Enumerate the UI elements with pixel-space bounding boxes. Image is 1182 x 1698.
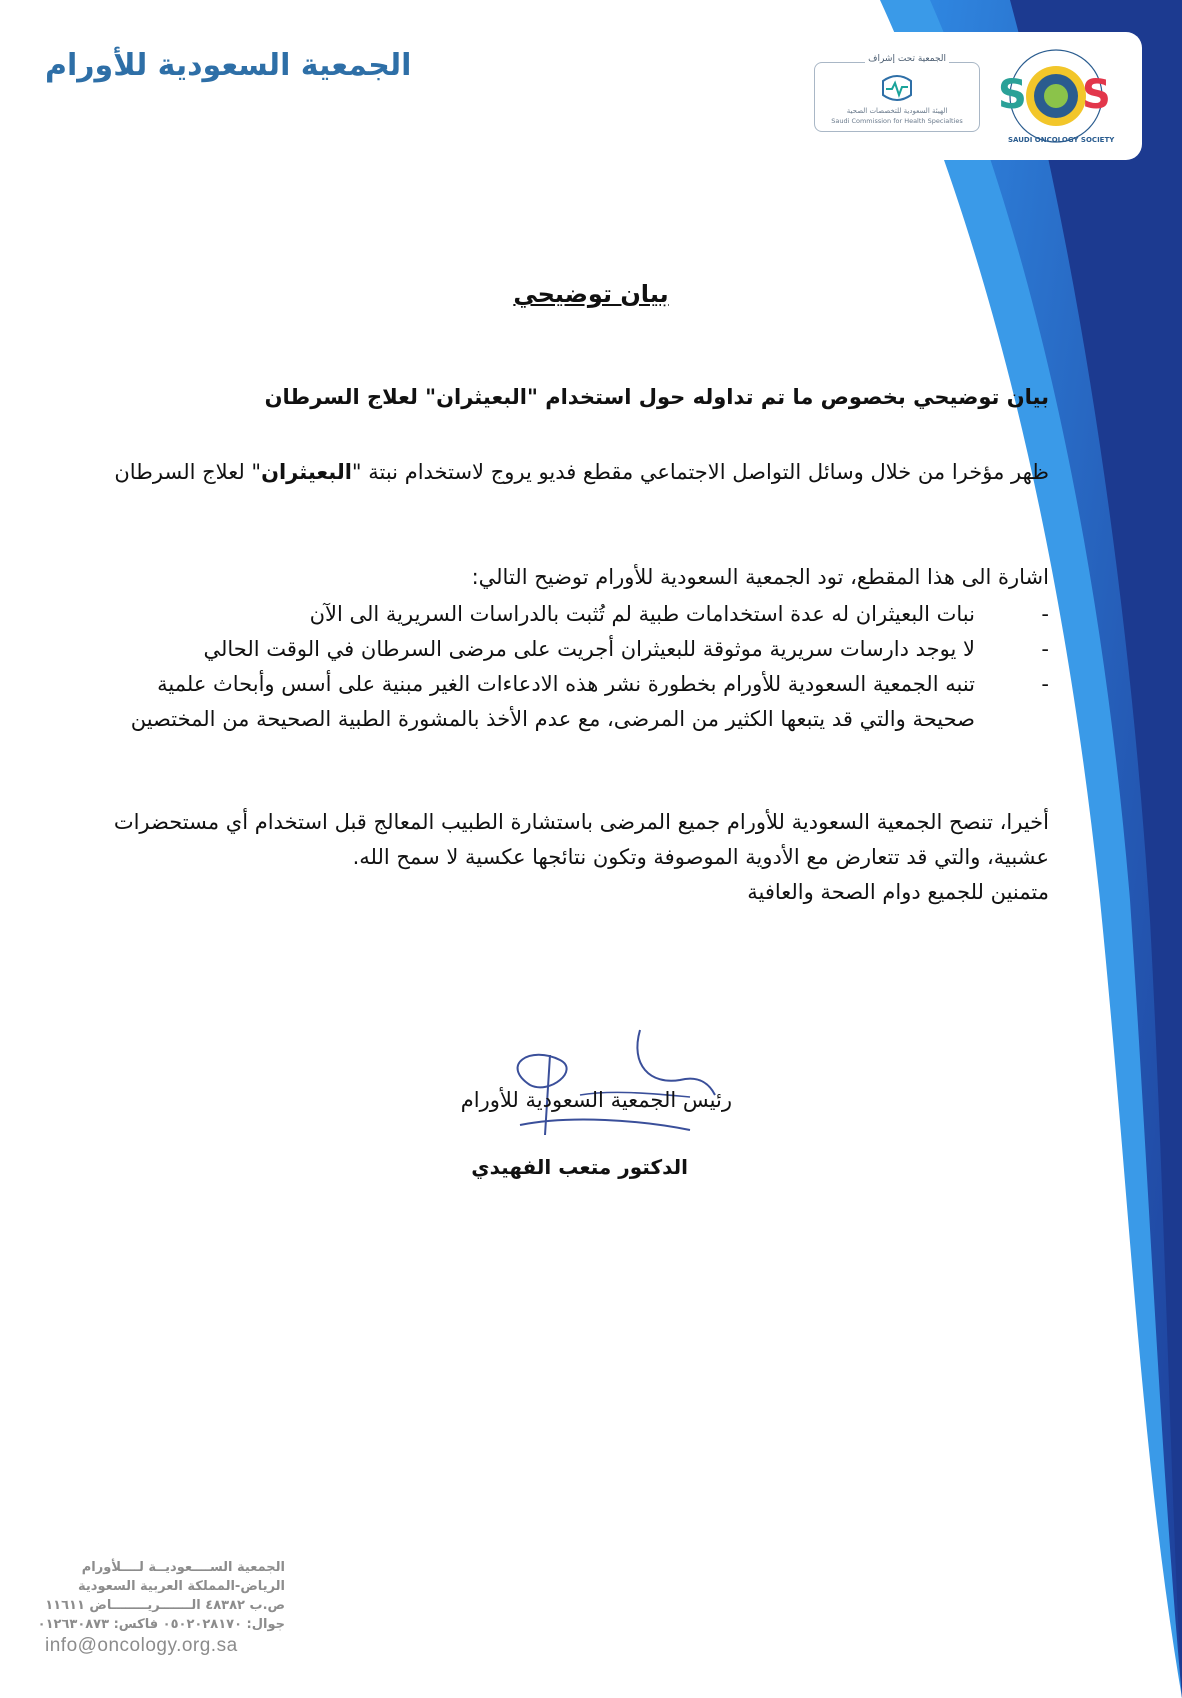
lead-in-text: اشارة الى هذا المقطع، تود الجمعية السعودية للأورام توضيح التالي: (471, 565, 1049, 589)
closing-paragraph: أخيرا، تنصح الجمعية السعودية للأورام جميع المرضى باستشارة الطبيب المعالج قبل استخدام أي مستحضرات عشبية، والتي قد تتعارض مع الأدوية الموصوفة وتكون نتائجها عكسية لا سمح الله. (113, 810, 1049, 869)
bullet-marker: - (1041, 602, 1049, 626)
svg-text:S: S (1082, 72, 1111, 118)
signatory-position: رئيس الجمعية السعودية للأورام (460, 1088, 732, 1112)
logo-card (800, 32, 1142, 160)
intro-text-after: " لعلاج السرطان (114, 460, 262, 484)
intro-plant-name: البعيثران (261, 460, 352, 484)
signatory-name: الدكتور متعب الفهيدي (471, 1155, 688, 1179)
sos-logo-caption: SAUDI ONCOLOGY SOCIETY (1008, 136, 1115, 144)
list-item (99, 632, 1049, 667)
footer-org-name: الجمعية الســــعوديــة لــــلأورام (81, 1560, 285, 1575)
footer-email: info@oncology.org.sa (45, 1635, 238, 1656)
list-item-text: تنبه الجمعية السعودية للأورام بخطورة نشر هذه الادعاءات الغير مبنية على أسس وأبحاث علمية صحيحة والتي قد يتبعها الكثير من المرضى، مع عدم الأخذ بالمشورة الطبية الصحيحة من المختصين (130, 672, 975, 731)
footer-contact (37, 1558, 285, 1656)
document-title: بيان توضيحي (513, 280, 669, 308)
commission-name-en: Saudi Commission for Health Specialties (831, 117, 963, 125)
list-item (99, 597, 1049, 632)
org-name-header: الجمعية السعودية للأورام (45, 48, 412, 83)
footer-po-box: ص.ب ٤٨٣٨٢ الـــــــريــــــــاض ١١٦١١ (45, 1598, 285, 1613)
footer-phone-fax: جوال: ٠٥٠٢٠٢٨١٧٠ فاكس: ٠١٢٦٣٠٨٧٣ (37, 1617, 285, 1632)
commission-caption: الجمعية تحت إشراف (865, 54, 949, 64)
commission-badge (814, 54, 980, 132)
commission-name-ar: الهيئة السعودية للتخصصات الصحية (846, 107, 948, 115)
wishes-line: متمنين للجميع دوام الصحة والعافية (747, 880, 1049, 904)
list-item (99, 667, 1049, 737)
list-item-text: لا يوجد دارسات سريرية موثوقة للبعيثران أجريت على مرضى السرطان في الوقت الحالي (203, 637, 975, 661)
bullet-marker: - (1041, 637, 1049, 661)
intro-text-before: ظهر مؤخرا من خلال وسائل التواصل الاجتماعي مقطع فديو يروج لاستخدام نبتة " (351, 460, 1049, 484)
intro-paragraph (99, 455, 1049, 490)
clarification-list (99, 597, 1049, 737)
svg-text:S: S (998, 72, 1027, 118)
document-subtitle: بيان توضيحي بخصوص ما تم تداوله حول استخدام "البعيثران" لعلاج السرطان (264, 385, 1049, 409)
bullet-marker: - (1041, 672, 1049, 696)
health-commission-icon (877, 73, 917, 103)
list-item-text: نبات البعيثران له عدة استخدامات طبية لم تُثبت بالدراسات السريرية الى الآن (309, 602, 975, 626)
footer-city: الرياض-المملكة العربية السعودية (78, 1579, 285, 1594)
